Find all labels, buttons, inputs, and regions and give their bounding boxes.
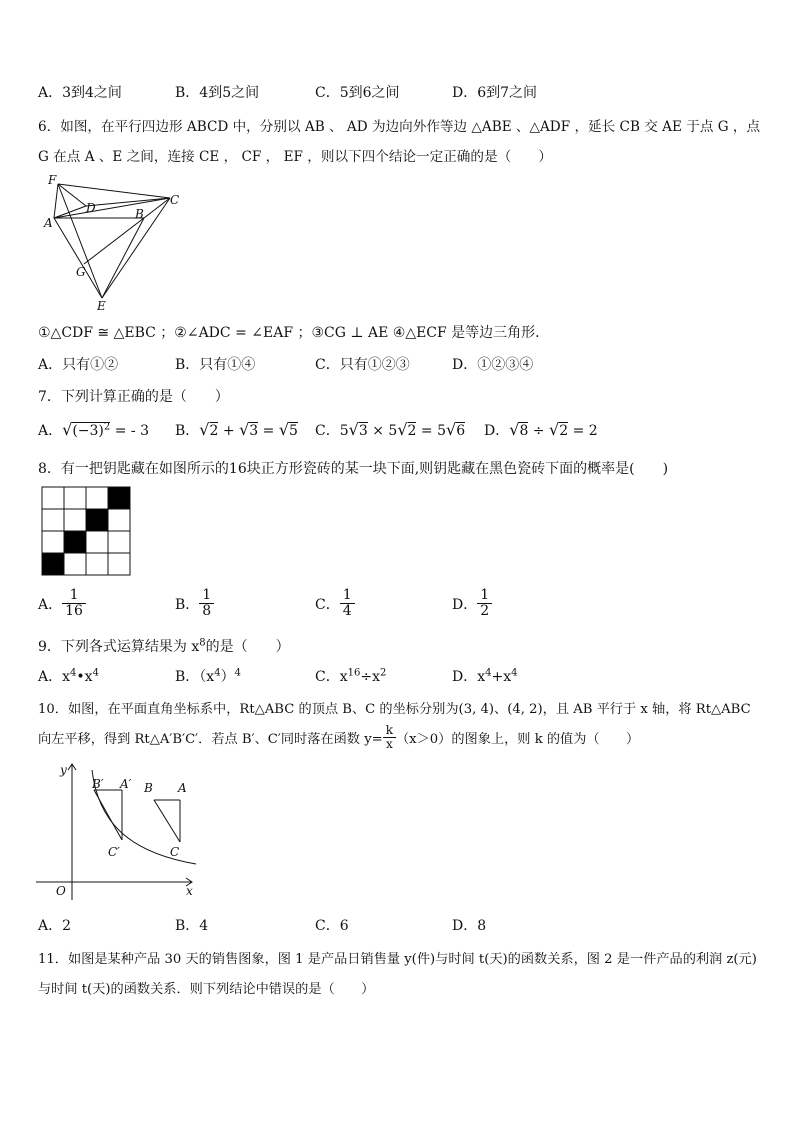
q9-option-b: B．$(x^4)^4$: [175, 667, 241, 685]
q7-stem: 7．下列计算正确的是（ ）: [38, 389, 229, 405]
q8-tile: [108, 553, 130, 575]
q8-tile: [108, 487, 130, 509]
q8-tile: [86, 531, 108, 553]
q5-option-c: C．5到6之间: [315, 85, 400, 101]
q6-conclusions: ①△CDF ≅ △EBC ；②∠ADC = ∠EAF ；③CG ⊥ AE ④△ECF 是等边三角形．: [38, 325, 550, 341]
q8-tile: [86, 553, 108, 575]
q6-option-a: A．只有①②: [38, 357, 119, 373]
q10-label-a-prime: A′: [120, 777, 132, 791]
q10-label-c: C: [170, 845, 180, 859]
q7-option-d: D．√8 ÷ √2 = 2: [484, 420, 598, 439]
q10-coordinate-figure: [36, 760, 198, 900]
q6-label-b: B: [135, 207, 144, 221]
q9-option-a: A．$x^4•x^4$: [38, 667, 99, 685]
q10-label-c-prime: C′: [108, 845, 120, 859]
q7-option-c: C．5√3 × 5√2 = 5√6: [315, 420, 466, 439]
q8-option-d: D． $\frac{1}{2}$: [452, 588, 492, 620]
q8-option-a: A． $\frac{1}{16}$: [38, 588, 86, 620]
q7-option-a: A．$√(-3)^2$ = - 3: [38, 420, 149, 439]
q10-stem-line2: 向左平移，得到 Rt△A′B′C′．若点 B′、C′同时落在函数 y= $\frac{k}{x}$ （x＞0）的图象上，则 k 的值为（ ）: [38, 723, 640, 752]
q8-tile: [42, 553, 64, 575]
q6-label-g: G: [76, 265, 86, 279]
q9-option-d: D．$x^4+x^4$: [452, 667, 518, 685]
q5-option-d: D．6到7之间: [452, 85, 538, 101]
q10-stem-line1: 10．如图，在平面直角坐标系中，Rt△ABC 的顶点 B、C 的坐标分别为(3, 4)、(4, 2)，且 AB 平行于 x 轴，将 Rt△ABC: [38, 702, 751, 717]
q10-label-y: y: [60, 763, 67, 777]
q8-tile: [64, 531, 86, 553]
q10-label-b-prime: B′: [92, 777, 104, 791]
q6-option-b: B．只有①④: [175, 357, 256, 373]
q10-option-a: A．2: [38, 918, 72, 934]
q6-label-a: A: [44, 216, 53, 230]
q11-stem-line1: 11．如图是某种产品 30 天的销售图象，图 1 是产品日销售量 y(件)与时间 t(天)的函数关系，图 2 是一件产品的利润 z(元): [38, 952, 757, 967]
q6-option-d: D．①②③④: [452, 357, 534, 373]
q6-stem-line1: 6．如图，在平行四边形 ABCD 中，分别以 AB 、 AD 为边向外作等边 △ABE 、△ADF ，延长 CB 交 AE 于点 G ，点: [38, 119, 761, 135]
q8-tile: [86, 509, 108, 531]
q10-option-c: C．6: [315, 918, 349, 934]
q5-option-b: B．4到5之间: [175, 85, 260, 101]
q10-label-a: A: [178, 781, 187, 795]
q8-option-b: B． $\frac{1}{8}$: [175, 588, 214, 620]
q11-stem-line2: 与时间 t(天)的函数关系．则下列结论中错误的是（ ）: [38, 982, 375, 997]
q9-stem: 9．下列各式运算结果为 $x^8$的是（ ）: [38, 637, 290, 655]
q8-tile: [64, 553, 86, 575]
q8-tile: [42, 509, 64, 531]
q6-label-f: F: [48, 173, 57, 187]
q8-tile: [108, 509, 130, 531]
q6-figure: [40, 170, 200, 315]
q6-option-c: C．只有①②③: [315, 357, 410, 373]
q8-tile: [64, 509, 86, 531]
q6-label-e: E: [97, 299, 106, 313]
q10-label-x: x: [186, 884, 193, 898]
q8-tile: [42, 531, 64, 553]
q9-option-c: C．$x^{16}\div x^2$: [315, 667, 387, 685]
q8-tile: [108, 531, 130, 553]
q8-stem: 8．有一把钥匙藏在如图所示的16块正方形瓷砖的某一块下面,则钥匙藏在黑色瓷砖下面的概率是( ): [38, 461, 669, 477]
q10-option-d: D．8: [452, 918, 487, 934]
q8-tile: [64, 487, 86, 509]
q8-tile-grid: [41, 486, 131, 576]
q5-option-a: A．3到4之间: [38, 85, 122, 101]
q6-label-d: D: [86, 201, 96, 215]
q8-tile: [42, 487, 64, 509]
q8-option-c: C． $\frac{1}{4}$: [315, 588, 355, 620]
q10-option-b: B．4: [175, 918, 209, 934]
q10-label-origin: O: [56, 884, 66, 898]
q6-label-c: C: [170, 193, 180, 207]
q8-tile: [86, 487, 108, 509]
q6-stem-line2: G 在点 A 、E 之间，连接 CE ， CF ， EF ，则以下四个结论一定正确的是（ ）: [38, 149, 552, 165]
q7-option-b: B．√2 + √3 = √5: [175, 420, 298, 439]
q10-label-b: B: [144, 781, 153, 795]
